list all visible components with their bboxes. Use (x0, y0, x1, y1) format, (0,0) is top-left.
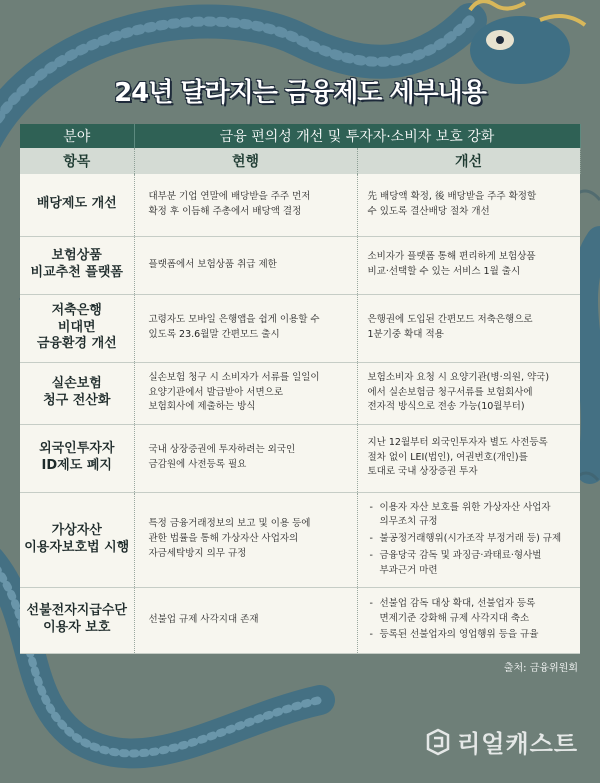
row-item (20, 294, 134, 362)
row-improved (357, 236, 580, 294)
row-improved (357, 492, 580, 587)
column-header-improved: 개선 (357, 148, 580, 174)
category-value: 금융 편의성 개선 및 투자자·소비자 보호 강화 (134, 124, 580, 148)
policy-table (20, 124, 580, 654)
table-row (20, 587, 580, 653)
row-current-text: 선불업 규제 사각지대 존재 (148, 613, 259, 625)
list-item: - 금융당국 감독 및 과징금·과태료·형사벌 부과근거 마련 (368, 549, 575, 578)
row-item-text: 가상자산 이용자보호법 시행 (24, 522, 130, 555)
row-current-text: 고령자도 모바일 은행앱을 쉽게 이용할 수 있도록 23.6월말 간편모드 출시 (148, 314, 320, 340)
row-current (134, 492, 357, 587)
row-improved-text: 지난 12월부터 외국인투자자 별도 사전등록 절차 없이 LEI(법인), 여권번호(개인)를 토대로 국내 상장증권 투자 (367, 436, 548, 478)
row-improved-text: 보험소비자 요청 시 요양기관(병·의원, 약국) 에서 실손보험금 청구서류를 보험회사에 전자적 방식으로 전송 가능(10월부터) (367, 371, 550, 413)
row-item-text: 실손보험 청구 전산화 (43, 376, 111, 408)
column-header-current: 현행 (134, 148, 357, 174)
table-row (20, 294, 580, 362)
logo-mark-icon (425, 727, 451, 757)
column-header-item: 항목 (20, 148, 134, 174)
row-current-text: 플랫폼에서 보험상품 취급 제한 (148, 258, 277, 270)
row-improved (357, 424, 580, 492)
column-header-row (20, 148, 580, 174)
row-current-text: 실손보험 청구 시 소비자가 서류를 일일이 요양기관에서 발급받아 서면으로 보험회사에 제출하는 방식 (148, 371, 320, 413)
row-current-text: 대부분 기업 연말에 배당받을 주주 먼저 확정 후 이듬해 주총에서 배당액 결정 (148, 191, 311, 217)
improved-list (368, 501, 575, 579)
row-item (20, 174, 134, 236)
row-item-text: 선불전자지급수단 이용자 보호 (26, 603, 127, 635)
row-current-text: 특정 금융거래정보의 보고 및 이용 등에 관한 법률을 통해 가상자산 사업자의 자금세탁방지 의무 규정 (148, 518, 311, 559)
row-item (20, 236, 134, 294)
page-title: 24년 달라지는 금융제도 세부내용 (114, 78, 486, 108)
list-item: - 등록된 선불업자의 영업행위 등을 규율 (368, 628, 575, 643)
logo-text: 리얼캐스트 (457, 730, 578, 758)
table-row (20, 424, 580, 492)
category-label: 분야 (20, 124, 134, 148)
row-current (134, 587, 357, 653)
row-current (134, 424, 357, 492)
category-row (20, 124, 580, 148)
list-item: - 선불업 감독 대상 확대, 선불업자 등록 면제기준 강화해 규제 사각지대 축소 (368, 597, 575, 626)
row-current (134, 294, 357, 362)
brand-logo (425, 724, 578, 759)
table-row (20, 236, 580, 294)
row-current (134, 174, 357, 236)
row-current-text: 국내 상장증권에 투자하려는 외국인 금감원에 사전등록 필요 (148, 444, 296, 470)
row-improved (357, 587, 580, 653)
list-item: - 불공정거래행위(시가조작 부정거래 등) 규제 (368, 532, 575, 547)
row-item (20, 424, 134, 492)
row-improved (357, 294, 580, 362)
improved-list (368, 597, 575, 643)
row-current (134, 362, 357, 424)
row-item-text: 저축은행 비대면 금융환경 개선 (36, 302, 117, 352)
table-row (20, 362, 580, 424)
policy-table-grid (20, 124, 581, 654)
source-credit: 출처: 금융위원회 (503, 663, 578, 674)
table-row (20, 492, 580, 587)
row-item-text: 배당제도 개선 (36, 196, 117, 212)
row-item-text: 보험상품 비교추천 플랫폼 (30, 248, 123, 280)
row-item (20, 492, 134, 587)
row-improved-text: 先 배당액 확정, 後 배당받을 주주 확정할 수 있도록 결산배당 절차 개선 (367, 191, 537, 217)
row-item-text: 외국인투자자 ID제도 폐지 (39, 441, 115, 473)
row-improved (357, 174, 580, 236)
row-current (134, 236, 357, 294)
list-item: - 이용자 자산 보호를 위한 가상자산 사업자 의무조치 규정 (368, 501, 575, 530)
table-row (20, 174, 580, 236)
row-item (20, 362, 134, 424)
row-item (20, 587, 134, 653)
row-improved (357, 362, 580, 424)
row-improved-text: 소비자가 플랫폼 통해 편리하게 보험상품 비교·선택할 수 있는 서비스 1월 출시 (367, 251, 536, 277)
row-improved-text: 은행권에 도입된 간편모드 저축은행으로 1분기중 확대 적용 (367, 314, 533, 340)
